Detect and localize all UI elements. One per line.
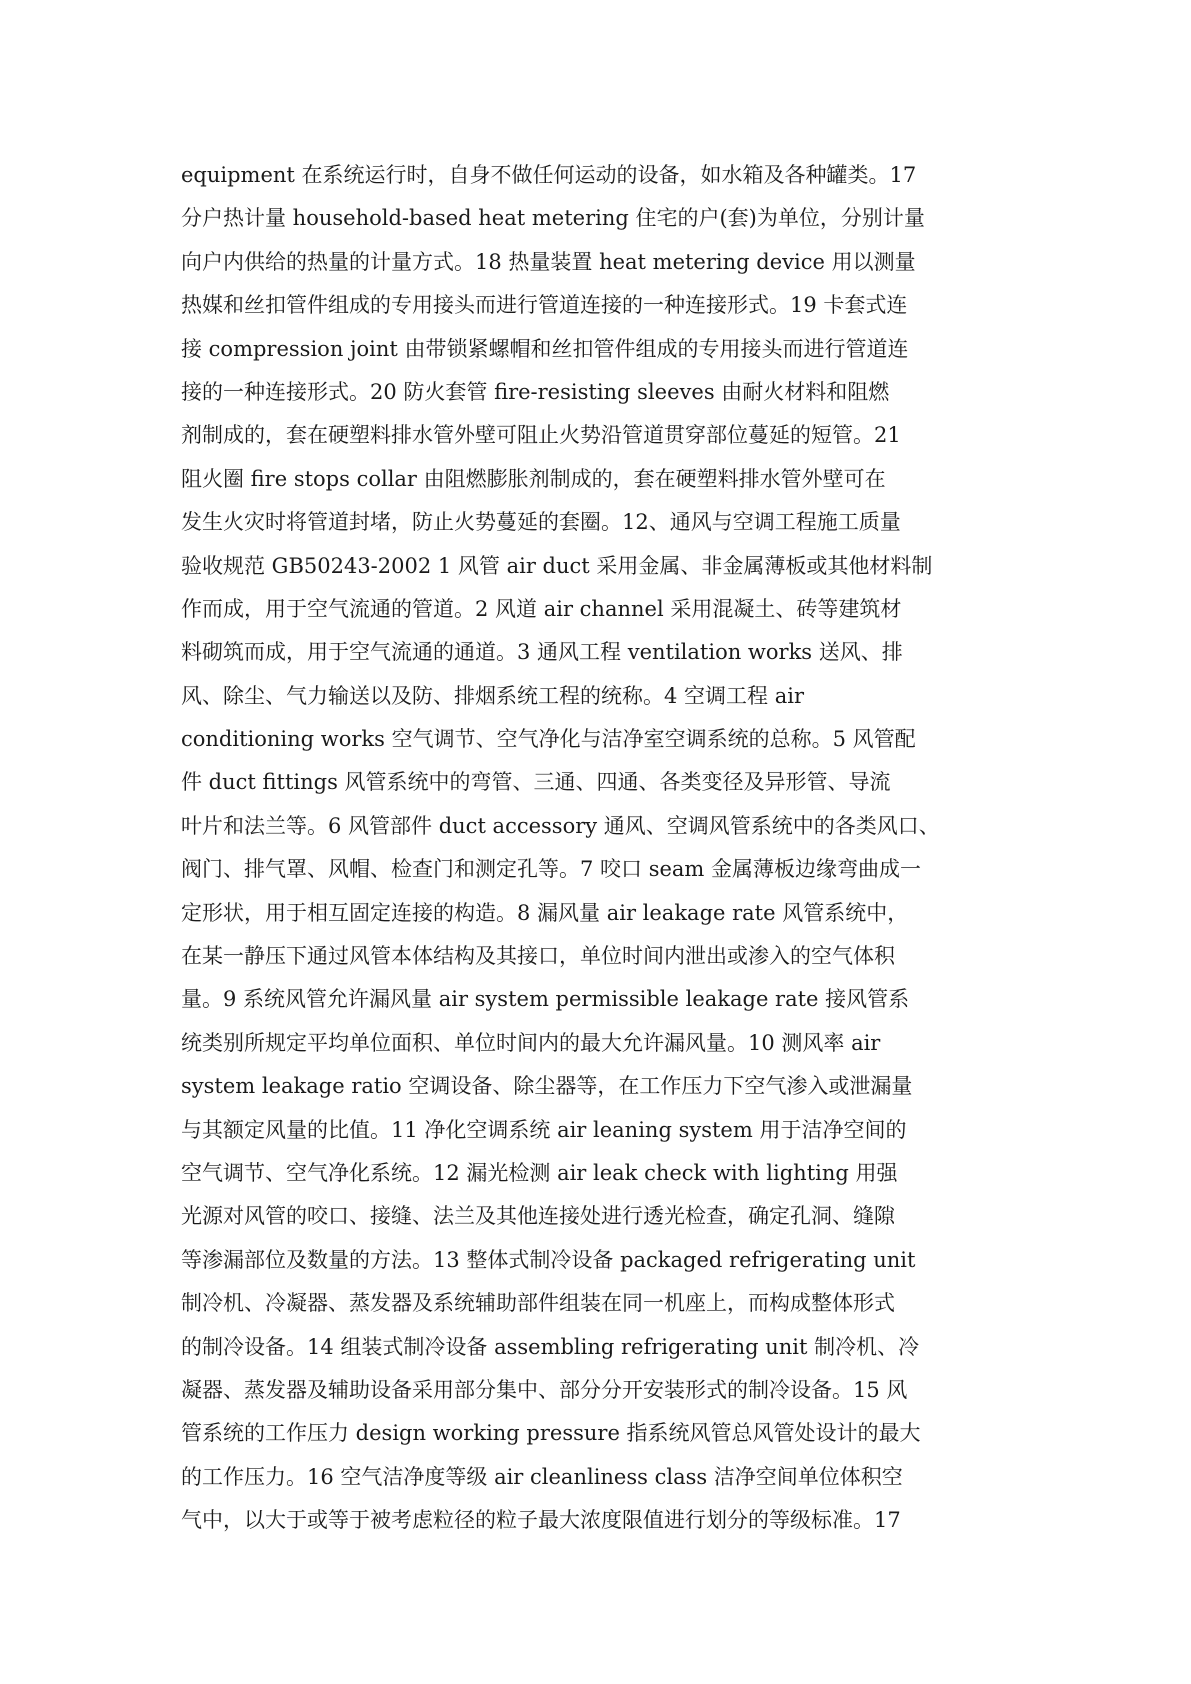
text-line: 分户热计量 household-based heat metering 住宅的户(套)为单位，分别计量	[181, 206, 925, 231]
text-line: 发生火灾时将管道封堵，防止火势蔓延的套圈。12、通风与空调工程施工质量	[181, 510, 901, 535]
text-line: 的制冷设备。14 组装式制冷设备 assembling refrigerating unit 制冷机、冷	[181, 1334, 920, 1359]
text-line: 统类别所规定平均单位面积、单位时间内的最大允许漏风量。10 测风率 air	[181, 1030, 881, 1055]
text-line: 剂制成的，套在硬塑料排水管外壁可阻止火势沿管道贯穿部位蔓延的短管。21	[181, 423, 901, 448]
text-line: 阀门、排气罩、风帽、检查门和测定孔等。7 咬口 seam 金属薄板边缘弯曲成一	[181, 857, 922, 882]
text-line: 与其额定风量的比值。11 净化空调系统 air leaning system 用于洁净空间的	[181, 1117, 907, 1142]
text-line: 在某一静压下通过风管本体结构及其接口，单位时间内泄出或渗入的空气体积	[181, 944, 895, 969]
text-line: 光源对风管的咬口、接缝、法兰及其他连接处进行透光检查，确定孔洞、缝隙	[181, 1204, 895, 1229]
text-line: 等渗漏部位及数量的方法。13 整体式制冷设备 packaged refrigerating unit	[181, 1247, 916, 1272]
text-line: 空气调节、空气净化系统。12 漏光检测 air leak check with lighting 用强	[181, 1160, 898, 1185]
text-line: 热媒和丝扣管件组成的专用接头而进行管道连接的一种连接形式。19 卡套式连	[181, 293, 908, 318]
text-line: 向户内供给的热量的计量方式。18 热量装置 heat metering device 用以测量	[181, 249, 916, 274]
text-line: 制冷机、冷凝器、蒸发器及系统辅助部件组装在同一机座上，而构成整体形式	[181, 1291, 895, 1316]
text-line: 叶片和法兰等。6 风管部件 duct accessory 通风、空调风管系统中的各类风口、	[181, 813, 940, 838]
text-line: 管系统的工作压力 design working pressure 指系统风管总风管处设计的最大	[181, 1421, 921, 1446]
text-line: 定形状，用于相互固定连接的构造。8 漏风量 air leakage rate 风管系统中，	[181, 900, 909, 925]
text-line: 验收规范 GB50243-2002 1 风管 air duct 采用金属、非金属薄板或其他材料制	[181, 553, 933, 578]
text-line: 量。9 系统风管允许漏风量 air system permissible leakage rate 接风管系	[181, 987, 910, 1012]
text-line: 的工作压力。16 空气洁净度等级 air cleanliness class 洁净空间单位体积空	[181, 1464, 903, 1489]
text-line: equipment 在系统运行时，自身不做任何运动的设备，如水箱及各种罐类。17	[181, 163, 917, 187]
text-line: 作而成，用于空气流通的管道。2 风道 air channel 采用混凝土、砖等建筑材	[181, 596, 902, 621]
text-line: 接 compression joint 由带锁紧螺帽和丝扣管件组成的专用接头而进行管道连	[181, 336, 909, 361]
text-line: 凝器、蒸发器及辅助设备采用部分集中、部分分开安装形式的制冷设备。15 风	[181, 1377, 908, 1402]
body-text	[181, 154, 1031, 1543]
text-line: 气中，以大于或等于被考虑粒径的粒子最大浓度限值进行划分的等级标准。17	[181, 1508, 901, 1533]
text-line: 接的一种连接形式。20 防火套管 fire-resisting sleeves 由耐火材料和阻燃	[181, 379, 890, 404]
text-line: 料砌筑而成，用于空气流通的通道。3 通风工程 ventilation works 送风、排	[181, 640, 903, 665]
text-line: conditioning works 空气调节、空气净化与洁净室空调系统的总称。5 风管配	[181, 727, 916, 752]
text-line: 件 duct fittings 风管系统中的弯管、三通、四通、各类变径及异形管、导流	[181, 770, 891, 795]
text-line: system leakage ratio 空调设备、除尘器等，在工作压力下空气渗入或泄漏量	[181, 1074, 913, 1099]
text-line: 阻火圈 fire stops collar 由阻燃膨胀剂制成的，套在硬塑料排水管外壁可在	[181, 466, 886, 491]
text-line: 风、除尘、气力输送以及防、排烟系统工程的统称。4 空调工程 air	[181, 683, 804, 708]
